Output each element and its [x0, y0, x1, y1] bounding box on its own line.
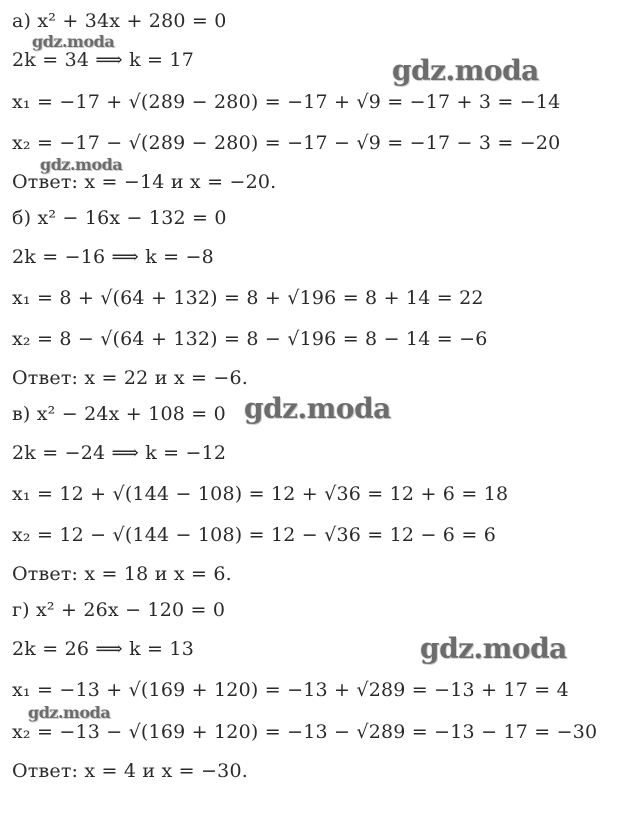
watermark: gdz.moda	[244, 392, 391, 425]
problem-a-answer: Ответ: x = −14 и x = −20.	[12, 171, 277, 193]
problem-d-x1: x₁ = −13 + √(169 + 120) = −13 + √289 = −13 + 17 = 4	[12, 679, 569, 701]
problem-a-equation: а) x² + 34x + 280 = 0	[12, 10, 227, 32]
problem-c-x2: x₂ = 12 − √(144 − 108) = 12 − √36 = 12 − 6 = 6	[12, 524, 496, 546]
problem-d-answer: Ответ: x = 4 и x = −30.	[12, 760, 248, 782]
watermark: gdz.moda	[420, 632, 567, 665]
problem-a-x1: x₁ = −17 + √(289 − 280) = −17 + √9 = −17 + 3 = −14	[12, 91, 561, 113]
watermark: gdz.moda	[40, 155, 123, 174]
watermark: gdz.moda	[392, 54, 539, 87]
problem-c-k: 2k = −24 ⟹ k = −12	[12, 442, 227, 464]
problem-a-x2: x₂ = −17 − √(289 − 280) = −17 − √9 = −17 − 3 = −20	[12, 132, 561, 154]
problem-c-x1: x₁ = 12 + √(144 − 108) = 12 + √36 = 12 + 6 = 18	[12, 483, 509, 505]
problem-a-k: 2k = 34 ⟹ k = 17	[12, 49, 194, 71]
problem-d-x2: x₂ = −13 − √(169 + 120) = −13 − √289 = −13 − 17 = −30	[12, 721, 598, 743]
problem-d-equation: г) x² + 26x − 120 = 0	[12, 599, 226, 621]
problem-d-k: 2k = 26 ⟹ k = 13	[12, 638, 194, 660]
problem-b-k: 2k = −16 ⟹ k = −8	[12, 246, 214, 268]
watermark: gdz.moda	[32, 32, 115, 51]
problem-b-answer: Ответ: x = 22 и x = −6.	[12, 367, 248, 389]
watermark: gdz.moda	[28, 703, 111, 722]
problem-c-answer: Ответ: x = 18 и x = 6.	[12, 563, 232, 585]
problem-b-x1: x₁ = 8 + √(64 + 132) = 8 + √196 = 8 + 14 = 22	[12, 287, 484, 309]
problem-c-equation: в) x² − 24x + 108 = 0	[12, 403, 226, 425]
problem-b-equation: б) x² − 16x − 132 = 0	[12, 207, 227, 229]
problem-b-x2: x₂ = 8 − √(64 + 132) = 8 − √196 = 8 − 14 = −6	[12, 328, 488, 350]
